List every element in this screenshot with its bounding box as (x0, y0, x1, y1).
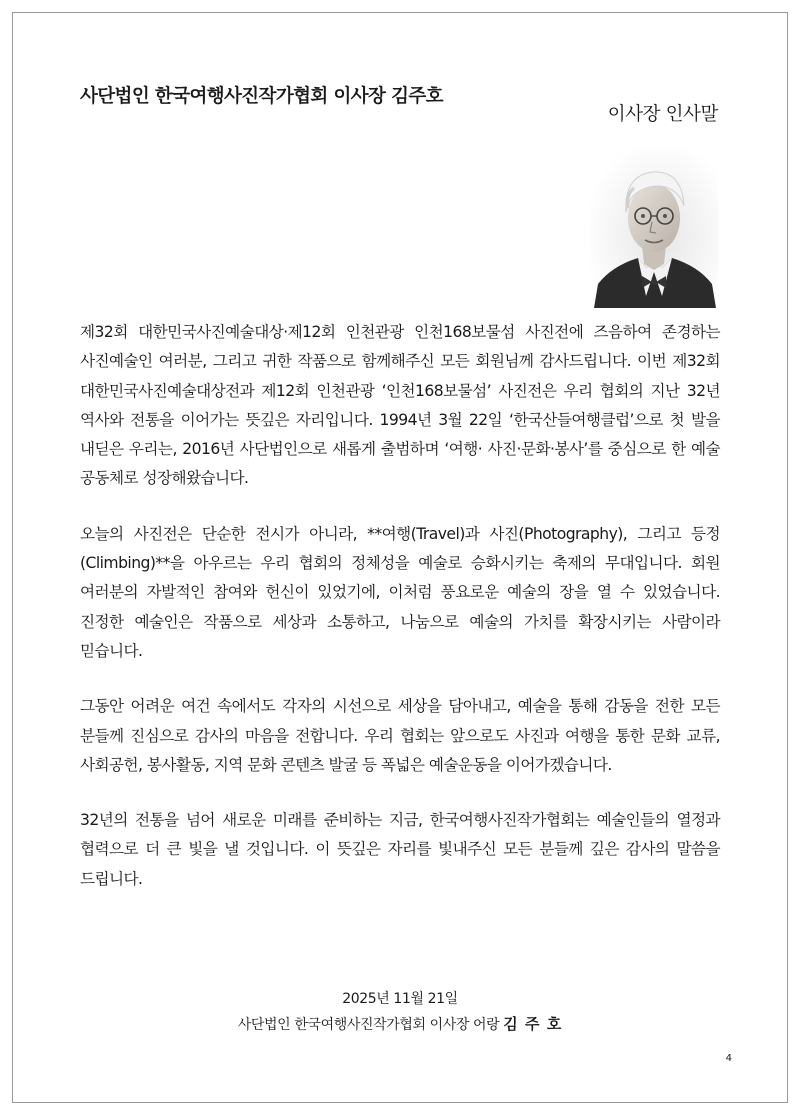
body-paragraph-4: 32년의 전통을 넘어 새로운 미래를 준비하는 지금, 한국여행사진작가협회는 예술인들의 열정과 협력으로 더 큰 빛을 낼 것입니다. 이 뜻깊은 자리를 빛내주신 모든 분들께 깊은 감사의 말씀을 드립니다. (80, 811, 720, 888)
greeting-title: 이사장 인사말 (607, 104, 718, 125)
body-paragraph-3: 그동안 어려운 여건 속에서도 각자의 시선으로 세상을 담아내고, 예술을 통해 감동을 전한 모든 분들께 진심으로 감사의 마음을 전합니다. 우리 협회는 앞으로도 사진과 여행을 통한 문화 교류, 사회공헌, 봉사활동, 지역 문화 콘텐츠 발굴 등 폭넓은 예술운동을 이어가겠습니다. (80, 697, 720, 774)
page-number: 4 (725, 1053, 732, 1064)
chairman-portrait (590, 148, 718, 308)
org-title: 사단법인 한국여행사진작가협회 이사장 김주호 (80, 86, 443, 107)
signature-affiliation: 사단법인 한국여행사진작가협회 이사장 어랑 (237, 1017, 500, 1033)
body-paragraph-2: 오늘의 사진전은 단순한 전시가 아니라, **여행(Travel)과 사진(Photography), 그리고 등정(Climbing)**을 아우르는 우리 협회의 정체성을 예술로 승화시키는 축제의 무대입니다. 회원 여러분의 자발적인 참여와 헌신이 있었기에, 이처럼 풍요로운 예술의 장을 열 수 있었습니다. 진정한 예술인은 작품으로 세상과 소통하고, 나눔으로 예술의 가치를 확장시키는 사람이라 믿습니다. (80, 524, 720, 660)
body-paragraph-1: 제32회 대한민국사진예술대상·제12회 인천관광 인천168보물섬 사진전에 즈음하여 존경하는 사진예술인 여러분, 그리고 귀한 작품으로 함께해주신 모든 회원님께 감사드립니다. 이번 제32회 대한민국사진예술대상전과 제12회 인천관광 ‘인천168보물섬’ 사진전은 우리 협회의 지난 32년 역사와 전통을 이어가는 뜻깊은 자리입니다. 1994년 3월 22일 ‘한국산들여행클럽’으로 첫 발을 내딛은 우리는, 2016년 사단법인으로 새롭게 출범하며 ‘여행· 사진·문화·봉사’를 중심으로 한 예술 공동체로 성장해왔습니다. (80, 323, 720, 488)
greeting-body (80, 318, 720, 920)
signature-name: 김 주 호 (503, 1015, 563, 1033)
signature-date: 2025년 11월 21일 (342, 991, 458, 1007)
signature-line (0, 1013, 800, 1034)
